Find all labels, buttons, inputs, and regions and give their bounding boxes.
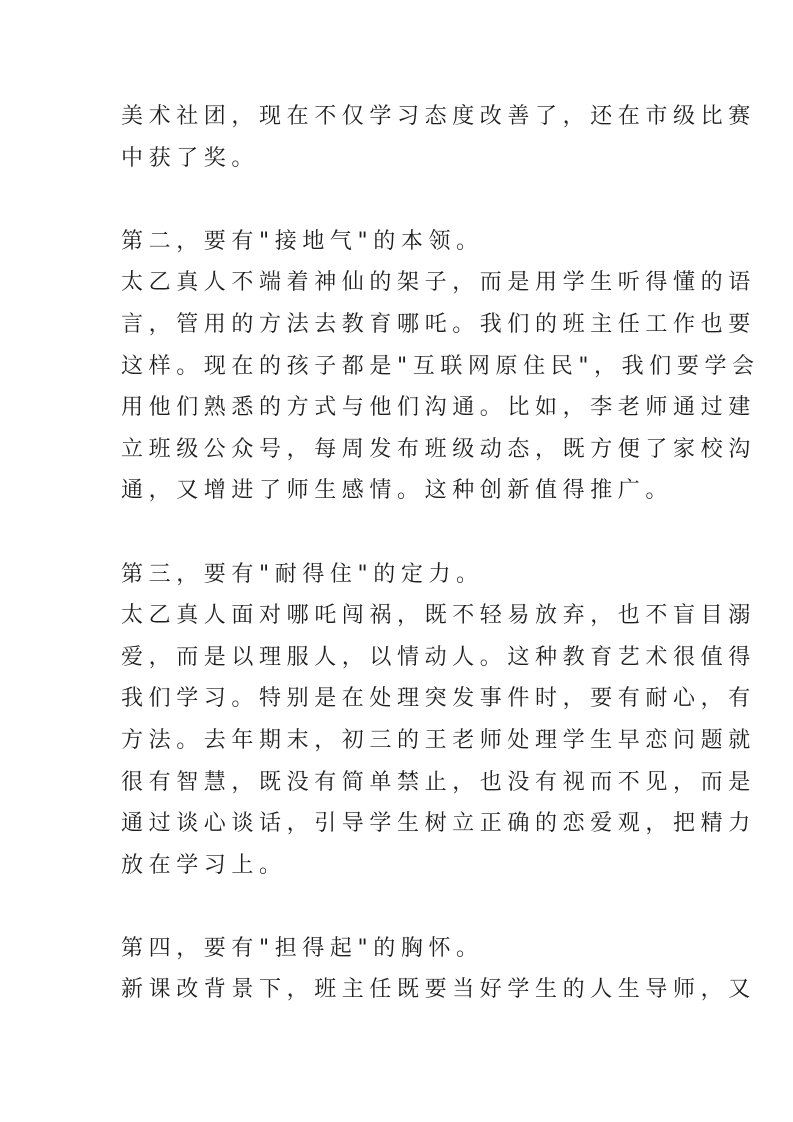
section-heading-2: 第二，要有"接地气"的本领。 <box>121 228 484 254</box>
paragraph-line: 通，又增进了师生感情。这种创新值得推广。 <box>121 478 674 504</box>
paragraph-line: 立班级公众号，每周发布班级动态，既方便了家校沟 <box>121 436 756 462</box>
paragraph-line: 爱，而是以理服人，以情动人。这种教育艺术很值得 <box>121 644 756 670</box>
paragraph-line: 方法。去年期末，初三的王老师处理学生早恋问题就 <box>121 727 756 753</box>
blank-line <box>121 886 691 928</box>
paragraph-line: 这样。现在的孩子都是"互联网原住民"，我们要学会 <box>121 353 760 379</box>
paragraph-line: 很有智慧，既没有简单禁止，也没有视而不见，而是 <box>121 769 756 795</box>
paragraph-line: 美术社团，现在不仅学习态度改善了，还在市级比赛 <box>121 104 756 129</box>
section-heading-3: 第三，要有"耐得住"的定力。 <box>121 561 484 587</box>
section-heading-4: 第四，要有"担得起"的胸怀。 <box>121 935 484 961</box>
blank-line <box>121 179 691 221</box>
document-body <box>121 96 760 1011</box>
paragraph-line: 用他们熟悉的方式与他们沟通。比如，李老师通过建 <box>121 395 756 421</box>
paragraph-line: 放在学习上。 <box>121 852 287 878</box>
paragraph-line: 言，管用的方法去教育哪吒。我们的班主任工作也要 <box>121 311 756 337</box>
paragraph-line: 太乙真人面对哪吒闯祸，既不轻易放弃，也不盲目溺 <box>121 603 756 629</box>
blank-line <box>121 512 691 554</box>
paragraph-line: 中获了奖。 <box>121 145 260 171</box>
paragraph-line: 通过谈心谈话，引导学生树立正确的恋爱观，把精力 <box>121 811 756 837</box>
paragraph-line: 新课改背景下，班主任既要当好学生的人生导师，又 <box>121 977 756 1003</box>
paragraph-line: 太乙真人不端着神仙的架子，而是用学生听得懂的语 <box>121 270 756 296</box>
paragraph-line: 我们学习。特别是在处理突发事件时，要有耐心，有 <box>121 686 756 712</box>
